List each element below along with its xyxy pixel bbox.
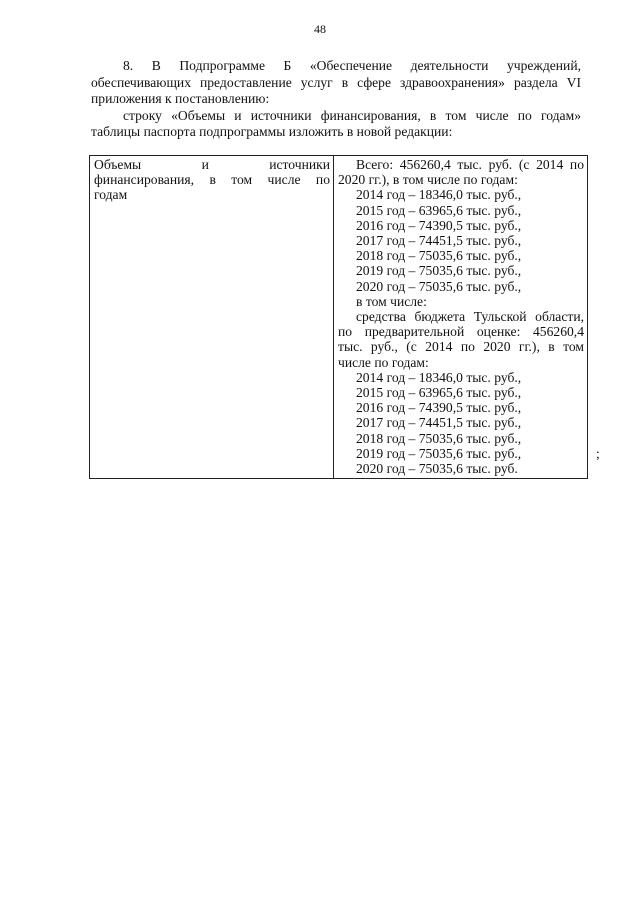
intro-paragraph-2: строку «Объемы и источники финансирования, в том числе по годам» таблицы паспорта подпрограммы изложить в новой редакции: bbox=[91, 107, 581, 139]
budget-year-line: 2015 год – 63965,6 тыс. руб., bbox=[356, 385, 522, 401]
budget-line: средства бюджета Тульской области, bbox=[356, 309, 584, 325]
page-number: 48 bbox=[314, 22, 326, 36]
including-line: в том числе: bbox=[356, 293, 427, 309]
row-label-cell bbox=[90, 156, 334, 479]
budget-year-line: 2020 год – 75035,6 тыс. руб. bbox=[356, 461, 518, 477]
year-line: 2015 год – 63965,6 тыс. руб., bbox=[356, 202, 522, 218]
budget-year-line: 2018 год – 75035,6 тыс. руб., bbox=[356, 430, 522, 446]
year-line: 2019 год – 75035,6 тыс. руб., bbox=[356, 263, 522, 279]
budget-year-line: 2019 год – 75035,6 тыс. руб., bbox=[356, 445, 522, 461]
row-label-line: Объемы и источники bbox=[94, 157, 330, 172]
passport-table bbox=[89, 155, 588, 479]
budget-year-line: 2017 год – 74451,5 тыс. руб., bbox=[356, 415, 522, 431]
intro-paragraph-1: 8. В Подпрограмме Б «Обеспечение деятельности учреждений, обеспечивающих предоставление услуг в сфере здравоохранения» раздела VI приложения к постановлению: bbox=[91, 58, 581, 106]
budget-year-line: 2016 год – 74390,5 тыс. руб., bbox=[356, 400, 522, 416]
year-line: 2018 год – 75035,6 тыс. руб., bbox=[356, 248, 522, 264]
budget-line: тыс. руб., (с 2014 по 2020 гг.), в том bbox=[338, 339, 584, 355]
row-label-line: финансирования, в том числе по bbox=[94, 172, 330, 188]
year-line: 2016 год – 74390,5 тыс. руб., bbox=[356, 217, 522, 233]
budget-line: числе по годам: bbox=[338, 354, 429, 370]
row-value-cell bbox=[334, 156, 588, 479]
trailing-semicolon: ; bbox=[596, 446, 600, 461]
year-line: 2014 год – 18346,0 тыс. руб., bbox=[356, 187, 522, 203]
row-label-line: годам bbox=[94, 187, 128, 203]
table-row bbox=[90, 156, 588, 479]
total-line: Всего: 456260,4 тыс. руб. (с 2014 по bbox=[356, 157, 584, 172]
budget-year-line: 2014 год – 18346,0 тыс. руб., bbox=[356, 369, 522, 385]
year-line: 2017 год – 74451,5 тыс. руб., bbox=[356, 233, 522, 249]
year-line: 2020 год – 75035,6 тыс. руб., bbox=[356, 278, 522, 294]
intro-text bbox=[91, 58, 581, 141]
total-line: 2020 гг.), в том числе по годам: bbox=[338, 172, 518, 188]
budget-line: по предварительной оценке: 456260,4 bbox=[338, 324, 584, 340]
